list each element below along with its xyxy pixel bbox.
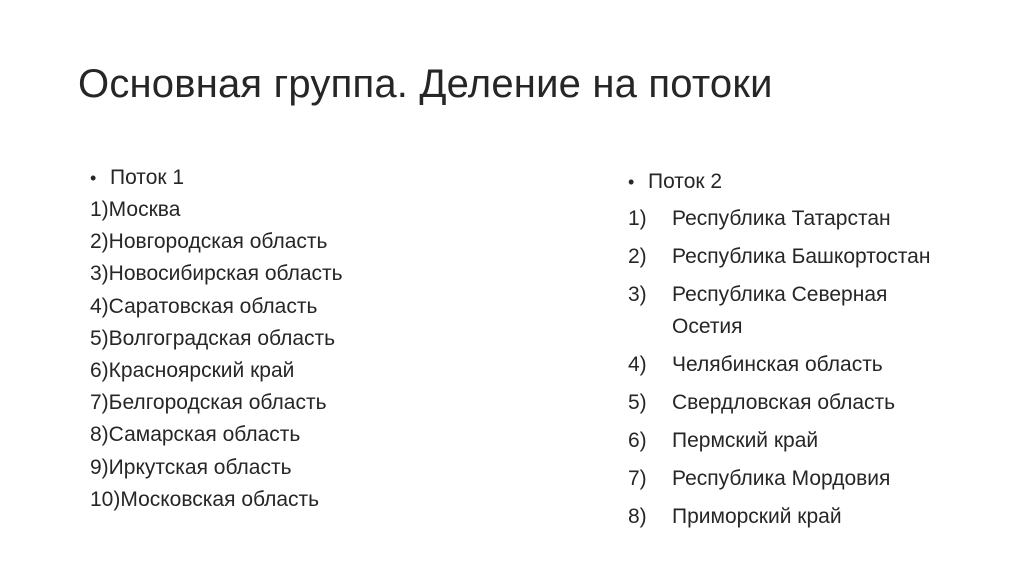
bullet-icon: •: [628, 172, 635, 192]
list-item-text: Челябинская область: [672, 353, 883, 376]
list-item-number: 6): [628, 429, 647, 452]
list-item-text: Республика Северная Осетия: [672, 283, 888, 338]
list-item: 7)Белгородская область: [90, 391, 327, 415]
right-column: [628, 166, 1018, 539]
list-item: [628, 279, 1018, 343]
list-item: [628, 501, 1018, 533]
list-item: [628, 349, 1018, 381]
list-item-number: 7): [628, 467, 647, 490]
right-heading: Поток 2: [648, 170, 723, 193]
list-item: [628, 463, 1018, 495]
list-item: [628, 387, 1018, 419]
list-item-text: Пермский край: [672, 429, 819, 452]
list-item-number: 4): [628, 353, 647, 376]
list-item-number: 1): [628, 207, 647, 230]
list-item-text: Свердловская область: [672, 391, 896, 414]
list-item: 4)Саратовская область: [90, 294, 318, 318]
list-item: 6)Красноярский край: [90, 359, 295, 383]
slide-title: Основная группа. Деление на потоки: [78, 62, 773, 106]
list-item-number: 2): [628, 245, 647, 268]
list-item: 2)Новгородская область: [90, 230, 328, 254]
list-item: [628, 241, 1018, 273]
list-item: 8)Самарская область: [90, 423, 301, 447]
list-item: 1)Москва: [90, 198, 181, 221]
list-item-text: Республика Татарстан: [672, 207, 891, 230]
left-column: [90, 162, 490, 516]
bullet-icon: •: [90, 168, 97, 188]
list-item: 5)Волгоградская область: [90, 326, 336, 350]
list-item-number: 8): [628, 505, 647, 528]
list-item: [628, 203, 1018, 235]
list-item: 9)Иркутская область: [90, 455, 292, 479]
right-heading-row: [628, 166, 1018, 198]
list-item: 3)Новосибирская область: [90, 262, 343, 286]
right-list: [628, 203, 1018, 533]
list-item-number: 5): [628, 391, 647, 414]
list-item-text: Республика Мордовия: [672, 467, 891, 490]
list-item-text: Республика Башкортостан: [672, 245, 931, 268]
list-item-text: Приморский край: [672, 505, 842, 528]
list-item: [628, 425, 1018, 457]
list-item: 10)Московская область: [90, 487, 320, 511]
left-heading: Поток 1: [110, 166, 185, 189]
left-heading-row: [90, 162, 490, 194]
list-item-number: 3): [628, 283, 647, 306]
